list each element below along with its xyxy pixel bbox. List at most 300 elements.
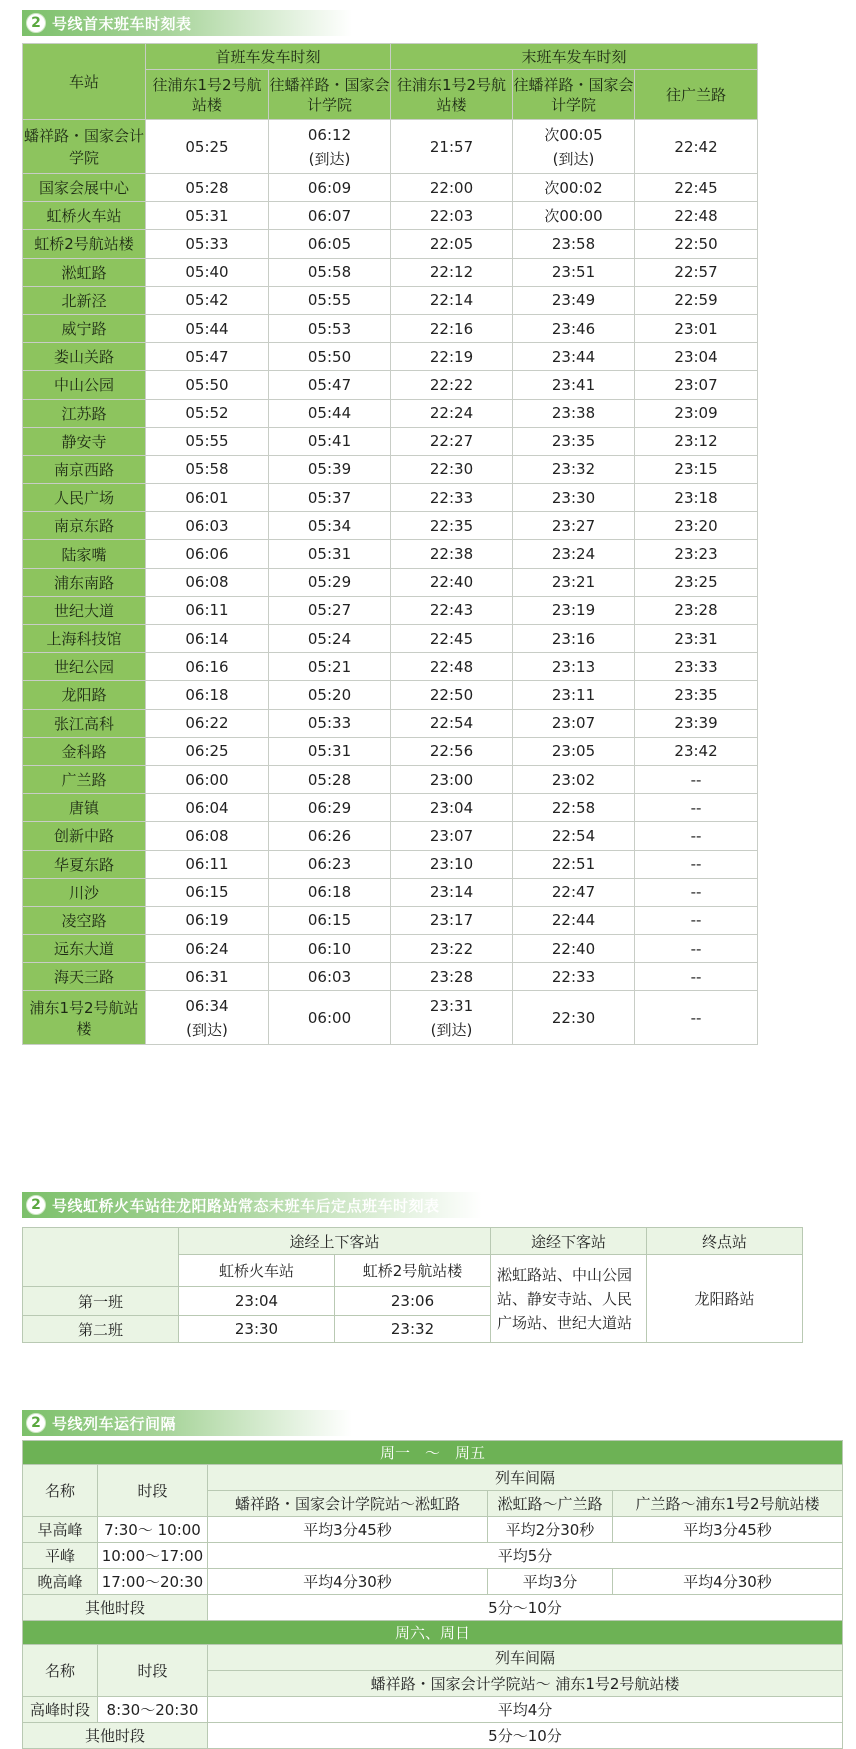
table-row	[23, 1723, 843, 1749]
time-cell: --	[635, 906, 758, 934]
time-cell: 05:55	[146, 427, 269, 455]
station-name: 国家会展中心	[23, 174, 146, 202]
trip-label: 第二班	[23, 1316, 179, 1343]
time-cell	[269, 258, 391, 286]
table-row	[23, 343, 843, 371]
time-value: 23:32	[551, 460, 596, 479]
time-value: 22:51	[551, 855, 596, 874]
table-row	[23, 1517, 843, 1543]
time-cell: 22:16	[391, 314, 513, 342]
time-cell	[513, 286, 635, 314]
time-cell	[269, 653, 391, 681]
time-value: 22:33	[551, 967, 596, 986]
time-cell: 05:47	[146, 343, 269, 371]
time-value: 06:03	[307, 967, 352, 986]
time-cell	[269, 878, 391, 906]
time-value: 06:34	[185, 996, 229, 1015]
time-cell	[269, 174, 391, 202]
header-period: 时段	[98, 1465, 208, 1517]
header-segment-1: 蟠祥路・国家会计学院站～淞虹路	[208, 1491, 488, 1517]
table-row	[23, 625, 843, 653]
col-hongqiao-t2: 虹桥2号航站楼	[335, 1255, 491, 1287]
table-row	[23, 427, 843, 455]
time-cell	[269, 484, 391, 512]
time-value: 23:19	[551, 601, 596, 620]
time-cell	[513, 371, 635, 399]
time-cell: --	[635, 822, 758, 850]
station-name: 南京西路	[23, 455, 146, 483]
time-cell: 06:03	[146, 512, 269, 540]
table-row	[23, 230, 843, 258]
time-cell: 23:14	[391, 878, 513, 906]
time-value: 22:54	[551, 826, 596, 845]
time-cell	[269, 568, 391, 596]
table-row	[23, 653, 843, 681]
time-value: 05:20	[307, 685, 352, 704]
time-cell: 23:04	[391, 794, 513, 822]
time-value: 22:47	[551, 883, 596, 902]
station-name: 海天三路	[23, 963, 146, 991]
row-period: 10:00～17:00	[98, 1543, 208, 1569]
time-cell: 06:18	[146, 681, 269, 709]
time-value: 23:27	[551, 516, 596, 535]
station-name: 浦东南路	[23, 568, 146, 596]
time-cell	[269, 286, 391, 314]
time-cell	[269, 314, 391, 342]
time-cell: 23:30	[179, 1316, 335, 1343]
header-station: 车站	[23, 44, 146, 120]
table-row	[23, 794, 843, 822]
time-cell	[269, 935, 391, 963]
time-cell	[269, 230, 391, 258]
time-cell	[269, 822, 391, 850]
time-cell	[513, 737, 635, 765]
time-value: 23:13	[551, 657, 596, 676]
time-cell: 23:28	[391, 963, 513, 991]
time-cell: 22:45	[391, 625, 513, 653]
time-cell: 23:25	[635, 568, 758, 596]
station-name: 上海科技馆	[23, 625, 146, 653]
time-cell	[513, 653, 635, 681]
table-row	[23, 878, 843, 906]
section-header-special-trains	[22, 1192, 482, 1218]
time-cell: 06:08	[146, 568, 269, 596]
time-cell: 06:00	[146, 765, 269, 793]
time-cell: 23:32	[335, 1316, 491, 1343]
time-cell: 22:45	[635, 174, 758, 202]
station-name: 远东大道	[23, 935, 146, 963]
time-cell	[513, 850, 635, 878]
col-hongqiao-rail: 虹桥火车站	[179, 1255, 335, 1287]
time-cell	[513, 878, 635, 906]
header-last-to-guanglan: 往广兰路	[635, 70, 758, 120]
time-value: 次00:02	[544, 178, 603, 197]
station-name: 中山公园	[23, 371, 146, 399]
time-cell: 22:35	[391, 512, 513, 540]
arrival-note: (到达)	[430, 1020, 473, 1039]
time-cell	[513, 455, 635, 483]
time-value: 05:41	[307, 432, 352, 451]
time-cell	[513, 427, 635, 455]
row-name: 其他时段	[23, 1723, 208, 1749]
time-cell: 05:25	[146, 120, 269, 174]
time-value: 23:38	[551, 404, 596, 423]
time-cell: --	[635, 991, 758, 1045]
time-cell	[513, 120, 635, 174]
section-title: 号线虹桥火车站往龙阳路站常态末班车后定点班车时刻表	[52, 1196, 440, 1215]
time-cell: 23:07	[391, 822, 513, 850]
section-title: 号线首末班车时刻表	[52, 14, 192, 33]
time-cell: 06:08	[146, 822, 269, 850]
table-row	[23, 1697, 843, 1723]
time-cell	[513, 794, 635, 822]
time-cell: 22:42	[635, 120, 758, 174]
time-cell: 23:22	[391, 935, 513, 963]
time-cell: 05:28	[146, 174, 269, 202]
time-value: 05:33	[307, 714, 352, 733]
time-cell	[269, 765, 391, 793]
time-value: 05:53	[307, 319, 352, 338]
time-cell: 23:09	[635, 399, 758, 427]
time-cell	[513, 174, 635, 202]
interval-cell: 平均3分	[488, 1569, 613, 1595]
time-cell: 23:35	[635, 681, 758, 709]
time-cell: 06:24	[146, 935, 269, 963]
time-value: 次00:00	[544, 206, 603, 225]
station-name: 威宁路	[23, 314, 146, 342]
time-cell	[269, 202, 391, 230]
station-name: 世纪公园	[23, 653, 146, 681]
time-cell	[513, 484, 635, 512]
time-cell	[513, 512, 635, 540]
time-cell	[513, 540, 635, 568]
time-value: 05:47	[307, 375, 352, 394]
section-title: 号线列车运行间隔	[52, 1414, 177, 1433]
time-value: 23:07	[551, 714, 596, 733]
time-cell: 22:57	[635, 258, 758, 286]
table-row	[23, 1569, 843, 1595]
time-cell: 22:30	[513, 991, 635, 1045]
station-name: 华夏东路	[23, 850, 146, 878]
station-name: 广兰路	[23, 765, 146, 793]
time-cell	[513, 709, 635, 737]
time-cell: 23:06	[335, 1287, 491, 1316]
time-cell	[513, 258, 635, 286]
station-name: 淞虹路	[23, 258, 146, 286]
time-value: 23:16	[551, 629, 596, 648]
time-cell: 06:00	[269, 991, 391, 1045]
time-cell: 23:04	[635, 343, 758, 371]
station-name: 静安寺	[23, 427, 146, 455]
table-row	[23, 484, 843, 512]
time-cell	[269, 709, 391, 737]
time-value: 05:24	[307, 629, 352, 648]
interval-cell: 5分～10分	[208, 1723, 843, 1749]
time-cell	[269, 343, 391, 371]
schedule-rows	[23, 120, 843, 991]
table-row	[23, 737, 843, 765]
time-cell: 23:01	[635, 314, 758, 342]
time-cell: 06:01	[146, 484, 269, 512]
time-cell	[513, 399, 635, 427]
arrival-note: (到达)	[552, 149, 595, 168]
time-value: 23:31	[429, 996, 474, 1015]
time-cell: 22:30	[391, 455, 513, 483]
time-cell: 05:33	[146, 230, 269, 258]
time-cell	[269, 625, 391, 653]
station-name: 陆家嘴	[23, 540, 146, 568]
interval-cell: 平均4分30秒	[613, 1569, 843, 1595]
time-value: 05:34	[307, 516, 352, 535]
table-row	[23, 314, 843, 342]
table-row	[23, 286, 843, 314]
time-value: 06:15	[307, 911, 352, 930]
time-value: 05:28	[307, 770, 352, 789]
table-row	[23, 371, 843, 399]
time-value: 22:44	[551, 911, 596, 930]
time-cell: 23:18	[635, 484, 758, 512]
time-cell: 23:04	[179, 1287, 335, 1316]
time-cell: 22:12	[391, 258, 513, 286]
header-name: 名称	[23, 1465, 98, 1517]
table-row	[23, 709, 843, 737]
time-value: 05:50	[307, 347, 352, 366]
header-weekend-segment: 蟠祥路・国家会计学院站～ 浦东1号2号航站楼	[208, 1671, 843, 1697]
time-cell: 06:11	[146, 850, 269, 878]
time-cell: 23:00	[391, 765, 513, 793]
time-value: 06:05	[307, 234, 352, 253]
line-badge: 2	[26, 1413, 46, 1433]
special-trains-table	[22, 1227, 803, 1343]
line-badge: 2	[26, 13, 46, 33]
table-row	[23, 1595, 843, 1621]
time-value: 次00:05	[544, 125, 603, 144]
time-cell	[146, 991, 269, 1045]
time-cell: 22:43	[391, 596, 513, 624]
time-value: 05:31	[307, 742, 352, 761]
station-name: 川沙	[23, 878, 146, 906]
time-value: 23:30	[551, 488, 596, 507]
corner-cell	[23, 1228, 179, 1287]
time-cell: 22:22	[391, 371, 513, 399]
table-row	[23, 540, 843, 568]
time-cell: 22:38	[391, 540, 513, 568]
terminal-station: 龙阳路站	[647, 1255, 803, 1343]
row-name: 平峰	[23, 1543, 98, 1569]
time-value: 23:46	[551, 319, 596, 338]
time-cell: 22:48	[391, 653, 513, 681]
table-row	[23, 202, 843, 230]
time-cell	[269, 963, 391, 991]
time-cell: 06:15	[146, 878, 269, 906]
time-value: 23:35	[551, 432, 596, 451]
time-cell: 06:19	[146, 906, 269, 934]
time-cell: 06:22	[146, 709, 269, 737]
table-row	[23, 399, 843, 427]
interval-cell: 平均4分	[208, 1697, 843, 1723]
time-cell: 05:52	[146, 399, 269, 427]
time-cell: 22:40	[391, 568, 513, 596]
header-last-to-xuxiang: 往蟠祥路・国家会计学院	[513, 70, 635, 120]
time-cell: 22:05	[391, 230, 513, 258]
station-name: 凌空路	[23, 906, 146, 934]
time-cell: 22:03	[391, 202, 513, 230]
time-cell	[269, 399, 391, 427]
table-row	[23, 822, 843, 850]
time-value: 23:49	[551, 291, 596, 310]
time-value: 06:09	[307, 178, 352, 197]
time-cell	[513, 822, 635, 850]
time-cell	[269, 455, 391, 483]
time-cell	[513, 596, 635, 624]
header-period: 时段	[98, 1645, 208, 1697]
time-cell	[513, 314, 635, 342]
time-cell: 06:25	[146, 737, 269, 765]
time-cell: 23:39	[635, 709, 758, 737]
interval-cell: 平均2分30秒	[488, 1517, 613, 1543]
time-value: 05:27	[307, 601, 352, 620]
station-name: 北新泾	[23, 286, 146, 314]
time-cell: 22:00	[391, 174, 513, 202]
row-period: 17:00～20:30	[98, 1569, 208, 1595]
time-cell	[269, 596, 391, 624]
station-name: 创新中路	[23, 822, 146, 850]
table-row	[23, 963, 843, 991]
time-value: 05:31	[307, 545, 352, 564]
time-cell	[391, 991, 513, 1045]
table-row	[23, 1543, 843, 1569]
time-cell: 22:54	[391, 709, 513, 737]
time-value: 05:37	[307, 488, 352, 507]
time-cell: 23:23	[635, 540, 758, 568]
time-cell	[513, 963, 635, 991]
time-cell	[269, 120, 391, 174]
time-value: 23:58	[551, 234, 596, 253]
table-row	[23, 568, 843, 596]
train-interval-table	[22, 1440, 843, 1749]
interval-cell: 平均4分30秒	[208, 1569, 488, 1595]
time-value: 22:58	[551, 798, 596, 817]
time-value: 23:11	[551, 685, 596, 704]
time-cell: 23:42	[635, 737, 758, 765]
station-name: 唐镇	[23, 794, 146, 822]
time-cell	[513, 202, 635, 230]
table-row	[23, 596, 843, 624]
time-cell: 21:57	[391, 120, 513, 174]
interval-cell: 平均3分45秒	[208, 1517, 488, 1543]
time-value: 23:02	[551, 770, 596, 789]
table-row	[23, 455, 843, 483]
time-cell	[269, 737, 391, 765]
time-cell: --	[635, 850, 758, 878]
time-value: 05:29	[307, 573, 352, 592]
table-row-last	[23, 991, 843, 1045]
table-row	[23, 120, 843, 174]
time-cell: 22:24	[391, 399, 513, 427]
weekend-band: 周六、周日	[23, 1621, 843, 1645]
time-value: 23:51	[551, 263, 596, 282]
time-cell: 22:50	[391, 681, 513, 709]
time-cell: 05:40	[146, 258, 269, 286]
time-cell: 23:20	[635, 512, 758, 540]
time-cell: --	[635, 878, 758, 906]
table-row	[23, 850, 843, 878]
time-value: 23:41	[551, 375, 596, 394]
time-cell: 22:14	[391, 286, 513, 314]
time-value: 05:58	[307, 263, 352, 282]
interval-cell: 平均3分45秒	[613, 1517, 843, 1543]
station-name: 娄山关路	[23, 343, 146, 371]
station-name: 浦东1号2号航站楼	[23, 991, 146, 1045]
row-period: 8:30～20:30	[98, 1697, 208, 1723]
header-alight-only: 途经下客站	[491, 1228, 647, 1255]
time-cell: 05:58	[146, 455, 269, 483]
time-cell: 06:31	[146, 963, 269, 991]
time-cell	[269, 427, 391, 455]
time-value: 23:24	[551, 545, 596, 564]
header-segment-2: 淞虹路～广兰路	[488, 1491, 613, 1517]
header-segment-3: 广兰路～浦东1号2号航站楼	[613, 1491, 843, 1517]
time-cell: 22:56	[391, 737, 513, 765]
trip-label: 第一班	[23, 1287, 179, 1316]
time-cell: 05:31	[146, 202, 269, 230]
time-cell: 05:42	[146, 286, 269, 314]
time-value: 06:18	[307, 883, 352, 902]
first-last-train-table	[22, 43, 843, 1045]
time-cell: 06:14	[146, 625, 269, 653]
time-cell	[513, 935, 635, 963]
station-name: 金科路	[23, 737, 146, 765]
time-cell: 23:10	[391, 850, 513, 878]
station-name: 虹桥火车站	[23, 202, 146, 230]
time-cell	[513, 343, 635, 371]
time-cell: 23:33	[635, 653, 758, 681]
time-cell: 06:04	[146, 794, 269, 822]
alight-stations: 淞虹路站、中山公园站、静安寺站、人民广场站、世纪大道站	[491, 1255, 647, 1343]
header-first-train: 首班车发车时刻	[146, 44, 391, 70]
time-value: 05:39	[307, 460, 352, 479]
time-cell: 23:28	[635, 596, 758, 624]
header-first-to-xuxiang: 往蟠祥路・国家会计学院	[269, 70, 391, 120]
station-name: 龙阳路	[23, 681, 146, 709]
time-cell	[269, 850, 391, 878]
header-last-train: 末班车发车时刻	[391, 44, 758, 70]
time-cell: 22:27	[391, 427, 513, 455]
row-name: 其他时段	[23, 1595, 208, 1621]
time-value: 06:26	[307, 826, 352, 845]
time-cell	[269, 512, 391, 540]
section-header-schedule	[22, 10, 352, 36]
line-badge: 2	[26, 1195, 46, 1215]
time-cell: 22:59	[635, 286, 758, 314]
table-row	[23, 174, 843, 202]
time-cell	[269, 681, 391, 709]
header-interval: 列车间隔	[208, 1465, 843, 1491]
time-cell: --	[635, 963, 758, 991]
arrival-note: (到达)	[308, 149, 351, 168]
row-period: 7:30～ 10:00	[98, 1517, 208, 1543]
time-value: 06:23	[307, 855, 352, 874]
station-name: 江苏路	[23, 399, 146, 427]
time-cell	[513, 625, 635, 653]
table-row	[23, 681, 843, 709]
header-terminal: 终点站	[647, 1228, 803, 1255]
header-interval: 列车间隔	[208, 1645, 843, 1671]
interval-cell: 5分～10分	[208, 1595, 843, 1621]
station-name: 蟠祥路・国家会计学院	[23, 120, 146, 174]
time-cell: 05:50	[146, 371, 269, 399]
time-value: 05:55	[307, 291, 352, 310]
